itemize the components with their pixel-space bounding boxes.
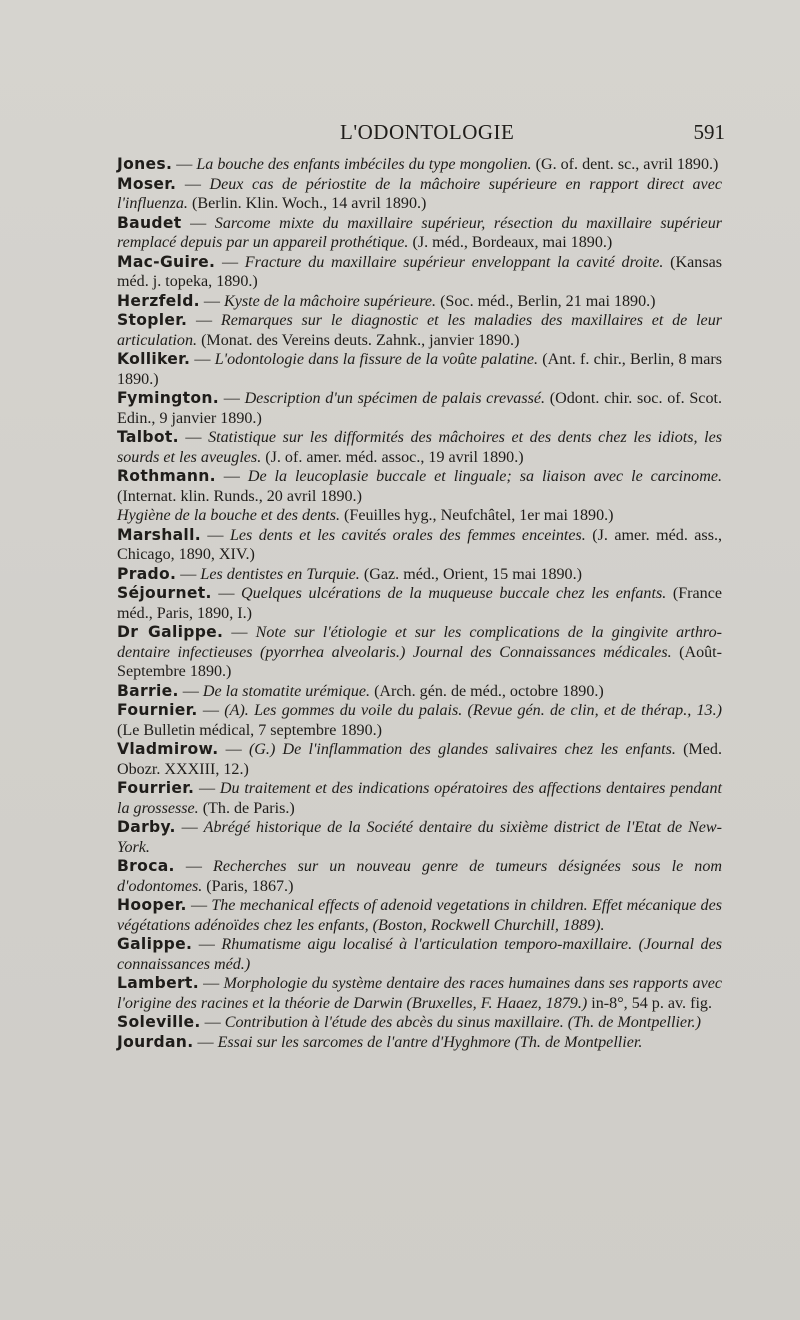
entry-title: Deux cas de périostite de la mâchoire supérieure en rapport direct avec l'influenza. [117,175,722,212]
bibliography-entry: Barrie. — De la stomatite urémique. (Arch. gén. de méd., octobre 1890.) [117,681,604,700]
running-title: L'ODONTOLOGIE [340,120,515,144]
bibliography-entry: Prado. — Les dentistes en Turquie. (Gaz. méd., Orient, 15 mai 1890.) [117,564,582,583]
entry-title: L'odontologie dans la fissure de la voûte palatine. [214,351,539,368]
bibliography-entry: Hooper. — The mechanical effects of adenoid vegetations in children. Effet mécanique des végétations adénoïdes chez les enfants, (Boston, Rockwell Churchill, 1889). [117,896,722,934]
entry-title: De la leucoplasie buccale et linguale; sa liaison avec le carcinome. [247,468,722,485]
bibliography-entry: Dr Galippe. — Note sur l'étiologie et sur les complications de la gingivite arthro-dentaire infectieuses (pyorrhea alveolaris.) Journal des Connaissances médicales. (Août-Septembre 1890.) [117,623,723,680]
entry-author: Broca. [117,857,175,875]
entry-author: Talbot. [117,428,179,446]
entry-reference: (J. of. amer. méd. assoc., 19 avril 1890.) [265,448,524,466]
entry-title: Contribution à l'étude des abcès du sinus maxillaire. (Th. de Montpellier.) [224,1014,701,1031]
entry-reference: (G. of. dent. sc., avril 1890.) [535,156,719,173]
entry-author: Soleville. [117,1013,201,1031]
entry-title: Remarques sur le diagnostic et les maladies des maxillaires et de leur articulation. [117,312,723,349]
entry-title: Recherches sur un nouveau genre de tumeurs désignées sous le nom d'odontomes. [117,858,722,895]
entry-title: Hygiène de la bouche et des dents. [117,507,341,524]
entry-author: Marshall. [117,525,201,544]
entry-author: Mac-Guire. [117,252,216,271]
entry-author: Galippe. [117,935,193,953]
bibliography-entry: Lambert. — Morphologie du système dentaire des races humaines dans ses rapports avec l'origine des racines et la théorie de Darwin (Bruxelles, F. Haaez, 1879.) in-8°, 54 p. av. fig. [117,974,723,1012]
entry-reference: (Berlin. Klin. Woch., 14 avril 1890.) [191,195,427,212]
entry-title: Statistique sur les difformités des mâchoires et des dents chez les idiots, les sourds et les aveugles. [117,429,723,466]
entry-reference: (Août-Septembre 1890.) [117,643,722,680]
entry-reference: (Le Bulletin médical, 7 septembre 1890.) [117,721,383,739]
entry-title: Les dents et les cavités orales des femmes enceintes. [229,526,586,544]
bibliography-entry: Fourrier. — Du traitement et des indications opératoires des affections dentaires pendant la grossesse. (Th. de Paris.) [117,779,722,817]
entry-reference: (Kansas méd. j. topeka, 1890.) [117,253,723,290]
entry-author: Kolliker. [117,350,191,368]
entry-reference: (Internat. klin. Runds., 20 avril 1890.) [117,487,362,505]
entry-author: Rothmann. [117,467,216,485]
entry-reference: (Paris, 1867.) [206,877,294,895]
entry-title: (G.) De l'inflammation des glandes salivaires chez les enfants. [248,741,676,758]
entry-author: Herzfeld. [117,291,200,310]
entry-author: Jourdan. [117,1032,194,1051]
entry-author: Fymington. [117,389,220,407]
entry-author: Hooper. [117,896,187,914]
entry-title: De la stomatite urémique. [202,682,371,700]
bibliography-entry: Rothmann. — De la leucoplasie buccale et linguale; sa liaison avec le carcinome. (Internat. klin. Runds., 20 avril 1890.) [117,467,722,505]
bibliography-entry: Mac-Guire. — Fracture du maxillaire supérieur enveloppant la cavité droite. (Kansas méd. j. topeka, 1890.) [117,252,723,290]
entry-reference: (France méd., Paris, 1890, I.) [117,585,723,622]
entry-title: Description d'un spécimen de palais crevassé. [244,390,546,407]
bibliography-entry: Broca. — Recherches sur un nouveau genre de tumeurs désignées sous le nom d'odontomes. (Paris, 1867.) [117,857,722,895]
entry-reference: (J. amer. méd. ass., Chicago, 1890, XIV.) [117,526,722,563]
entry-title: Rhumatisme aigu localisé à l'articulation temporo-maxillaire. (Journal des connaissances méd.) [117,936,723,973]
entry-title: Sarcome mixte du maxillaire supérieur, résection du maxillaire supérieur remplacé depuis par un appareil prothétique. [117,214,723,251]
entry-reference: (Soc. méd., Berlin, 21 mai 1890.) [440,292,656,310]
entry-reference: (Th. de Paris.) [202,799,295,817]
bibliography-entry: Jones. — La bouche des enfants imbéciles du type mongolien. (G. of. dent. sc., avril 1890.) [117,155,719,173]
bibliography-entry: Darby. — Abrégé historique de la Société dentaire du sixième district de l'Etat de New-York. [117,818,722,856]
entry-title: Kyste de la mâchoire supérieure. [224,292,437,310]
entry-author: Prado. [117,564,177,583]
entry-reference: (Monat. des Vereins deuts. Zahnk., janvier 1890.) [201,331,520,349]
entry-author: Moser. [117,174,177,193]
entry-author: Séjournet. [117,584,212,602]
entry-reference: (Gaz. méd., Orient, 15 mai 1890.) [363,565,582,583]
entry-author: Barrie. [117,681,179,700]
entry-author: Baudet [117,213,182,232]
entry-title: Morphologie du système dentaire des races humaines dans ses rapports avec l'origine des racines et la théorie de Darwin (Bruxelles, F. Haaez, 1879.) [117,975,723,1012]
entry-title: Note sur l'étiologie et sur les complications de la gingivite arthro-dentaire infectieuses (pyorrhea alveolaris.) Journal des Connaissances médicales. [117,624,723,661]
entry-author: Lambert. [117,974,199,992]
entry-reference: (J. méd., Bordeaux, mai 1890.) [412,234,613,251]
entry-title: The mechanical effects of adenoid vegetations in children. Effet mécanique des végétations adénoïdes chez les enfants, (Boston, Rockwell Churchill, 1889). [117,897,722,934]
entry-title: Essai sur les sarcomes de l'antre d'Hyghmore (Th. de Montpellier. [217,1033,643,1051]
bibliography-entry: Fymington. — Description d'un spécimen de palais crevassé. (Odont. chir. soc. of. Scot. Edin., 9 janvier 1890.) [117,389,722,427]
entry-reference: (Med. Obozr. XXXIII, 12.) [117,741,722,778]
entry-author: Darby. [117,818,176,836]
entry-title: Du traitement et des indications opératoires des affections dentaires pendant la grossesse. [117,780,722,817]
entry-title: Les dentistes en Turquie. [200,565,360,583]
page-number: 591 [693,120,725,144]
entry-title: Fracture du maxillaire supérieur enveloppant la cavité droite. [244,253,664,271]
bibliography-entry: Kolliker. — L'odontologie dans la fissure de la voûte palatine. (Ant. f. chir., Berlin, 8 mars 1890.) [117,350,722,388]
bibliography-entry: Moser. — Deux cas de périostite de la mâchoire supérieure en rapport direct avec l'influenza. (Berlin. Klin. Woch., 14 avril 1890.) [117,174,722,212]
bibliography-entry: Fournier. — (A). Les gommes du voile du palais. (Revue gén. de clin, et de thérap., 13.) (Le Bulletin médical, 7 septembre 1890.) [117,701,722,739]
entry-author: Vladmirow. [117,740,219,758]
entry-author: Fourrier. [117,779,195,797]
entry-title: La bouche des enfants imbéciles du type mongolien. [196,156,532,173]
entry-author: Stopler. [117,311,188,329]
bibliography-entry: Stopler. — Remarques sur le diagnostic et les maladies des maxillaires et de leur articulation. (Monat. des Vereins deuts. Zahnk., janvier 1890.) [117,311,723,349]
bibliography-entry: Galippe. — Rhumatisme aigu localisé à l'articulation temporo-maxillaire. (Journal des connaissances méd.) [117,935,723,973]
entry-reference: (Feuilles hyg., Neufchâtel, 1er mai 1890.) [344,507,614,524]
entry-author: Fournier. [117,701,198,719]
bibliography-entry: Baudet — Sarcome mixte du maxillaire supérieur, résection du maxillaire supérieur remplacé depuis par un appareil prothétique. (J. méd., Bordeaux, mai 1890.) [117,213,723,251]
entry-reference: (Odont. chir. soc. of. Scot. Edin., 9 janvier 1890.) [117,390,722,427]
entry-author: Jones. [117,155,173,173]
entry-author: Dr Galippe. [117,623,224,641]
bibliography-entry: Herzfeld. — Kyste de la mâchoire supérieure. (Soc. méd., Berlin, 21 mai 1890.) [117,291,656,310]
entry-reference: (Ant. f. chir., Berlin, 8 mars 1890.) [117,351,722,388]
bibliography-entry: Jourdan. — Essai sur les sarcomes de l'antre d'Hyghmore (Th. de Montpellier. [117,1032,643,1051]
bibliography-entry: Vladmirow. — (G.) De l'inflammation des glandes salivaires chez les enfants. (Med. Obozr. XXXIII, 12.) [117,740,722,778]
entry-title: (A). Les gommes du voile du palais. (Revue gén. de clin, et de thérap., 13.) [224,702,722,719]
entry-title: Quelques ulcérations de la muqueuse buccale chez les enfants. [241,585,667,602]
bibliography-entry: Marshall. — Les dents et les cavités orales des femmes enceintes. (J. amer. méd. ass., Chicago, 1890, XIV.) [117,525,722,563]
bibliography-entry: Talbot. — Statistique sur les difformités des mâchoires et des dents chez les idiots, les sourds et les aveugles. (J. of. amer. méd. assoc., 19 avril 1890.) [117,428,723,466]
entry-reference: (Arch. gén. de méd., octobre 1890.) [374,682,604,700]
page-header [115,120,725,150]
bibliography-entry: Soleville. — Contribution à l'étude des abcès du sinus maxillaire. (Th. de Montpellier.) [117,1013,701,1031]
bibliography-entry [117,506,722,526]
bibliography-entry: Séjournet. — Quelques ulcérations de la muqueuse buccale chez les enfants. (France méd., Paris, 1890, I.) [117,584,723,622]
entry-reference: in-8°, 54 p. av. fig. [591,994,712,1012]
bibliography-list [117,155,722,1052]
entry-title: Abrégé historique de la Société dentaire du sixième district de l'Etat de New-York. [117,819,722,856]
